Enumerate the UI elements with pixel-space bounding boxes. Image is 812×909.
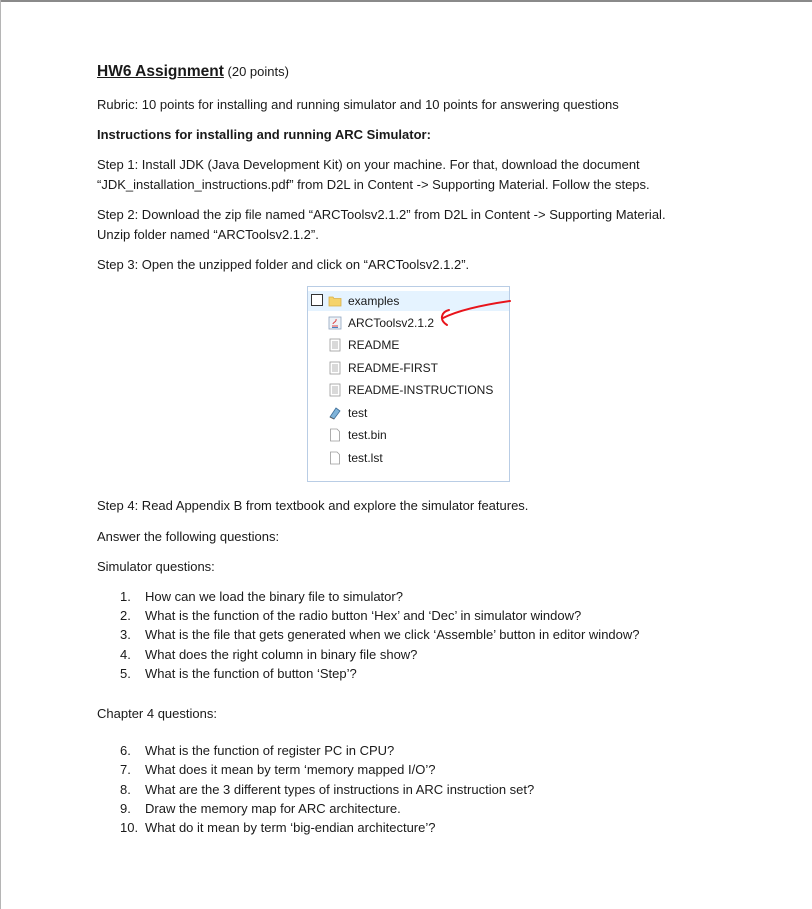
red-annotation-arrow-icon [435,296,515,332]
rubric-text: Rubric: 10 points for installing and running simulator and 10 points for answering questions [97,97,619,112]
list-item: 7. What does it mean by term ‘memory mapped I/O’? [120,762,436,777]
asm-file-icon [328,406,342,420]
chapter-heading: Chapter 4 questions: [97,706,217,721]
page-top-border [0,0,812,2]
checkbox-icon [311,294,323,306]
text-file-icon [328,361,342,375]
list-item: 3. What is the file that gets generated when we click ‘Assemble’ button in editor window? [120,627,640,642]
blank-file-icon [328,428,342,442]
java-jar-icon [328,316,342,330]
file-name: ARCToolsv2.1.2 [348,316,435,330]
text-file-icon [328,338,342,352]
blank-file-icon [328,451,342,465]
file-name: test [348,406,368,420]
list-item: 4. What does the right column in binary file show? [120,647,418,662]
assignment-title [97,62,289,81]
title-points: (20 points) [227,64,289,79]
list-item: 9. Draw the memory map for ARC architecture. [120,801,401,816]
simulator-heading: Simulator questions: [97,559,215,574]
step4-text: Step 4: Read Appendix B from textbook and explore the simulator features. [97,498,529,513]
instructions-heading: Instructions for installing and running ARC Simulator: [97,127,431,142]
step1-line2: “JDK_installation_instructions.pdf” from D2L in Content -> Supporting Material. Follow the steps. [97,177,650,192]
list-item: 1. How can we load the binary file to simulator? [120,589,403,604]
file-name: test.lst [348,451,383,465]
file-row-readme-first [308,358,509,378]
list-item: 10. What do it mean by term ‘big-endian architecture’? [120,820,436,835]
step3-text: Step 3: Open the unzipped folder and click on “ARCToolsv2.1.2”. [97,257,470,272]
list-item: 6. What is the function of register PC in CPU? [120,743,395,758]
file-name: README-FIRST [348,361,438,375]
step1-line1: Step 1: Install JDK (Java Development Kit) on your machine. For that, download the document [97,157,640,172]
list-item: 5. What is the function of button ‘Step’? [120,666,357,681]
file-row-test [308,403,509,423]
step2-line2: Unzip folder named “ARCToolsv2.1.2”. [97,227,319,242]
file-row-test-lst [308,448,509,468]
step2-line1: Step 2: Download the zip file named “ARCToolsv2.1.2” from D2L in Content -> Supporting Material. [97,207,666,222]
file-row-readme [308,335,509,355]
file-name: README-INSTRUCTIONS [348,383,494,397]
file-row-test-bin [308,425,509,445]
answer-prompt: Answer the following questions: [97,529,280,544]
file-row-readme-instructions [308,380,509,400]
list-item: 8. What are the 3 different types of instructions in ARC instruction set? [120,782,535,797]
title-heading: HW6 Assignment [97,63,224,80]
folder-icon [328,294,342,308]
text-file-icon [328,383,342,397]
file-name: test.bin [348,428,387,442]
file-name: examples [348,294,400,308]
list-item: 2. What is the function of the radio button ‘Hex’ and ‘Dec’ in simulator window? [120,608,582,623]
file-name: README [348,338,400,352]
page-left-border [0,0,1,909]
